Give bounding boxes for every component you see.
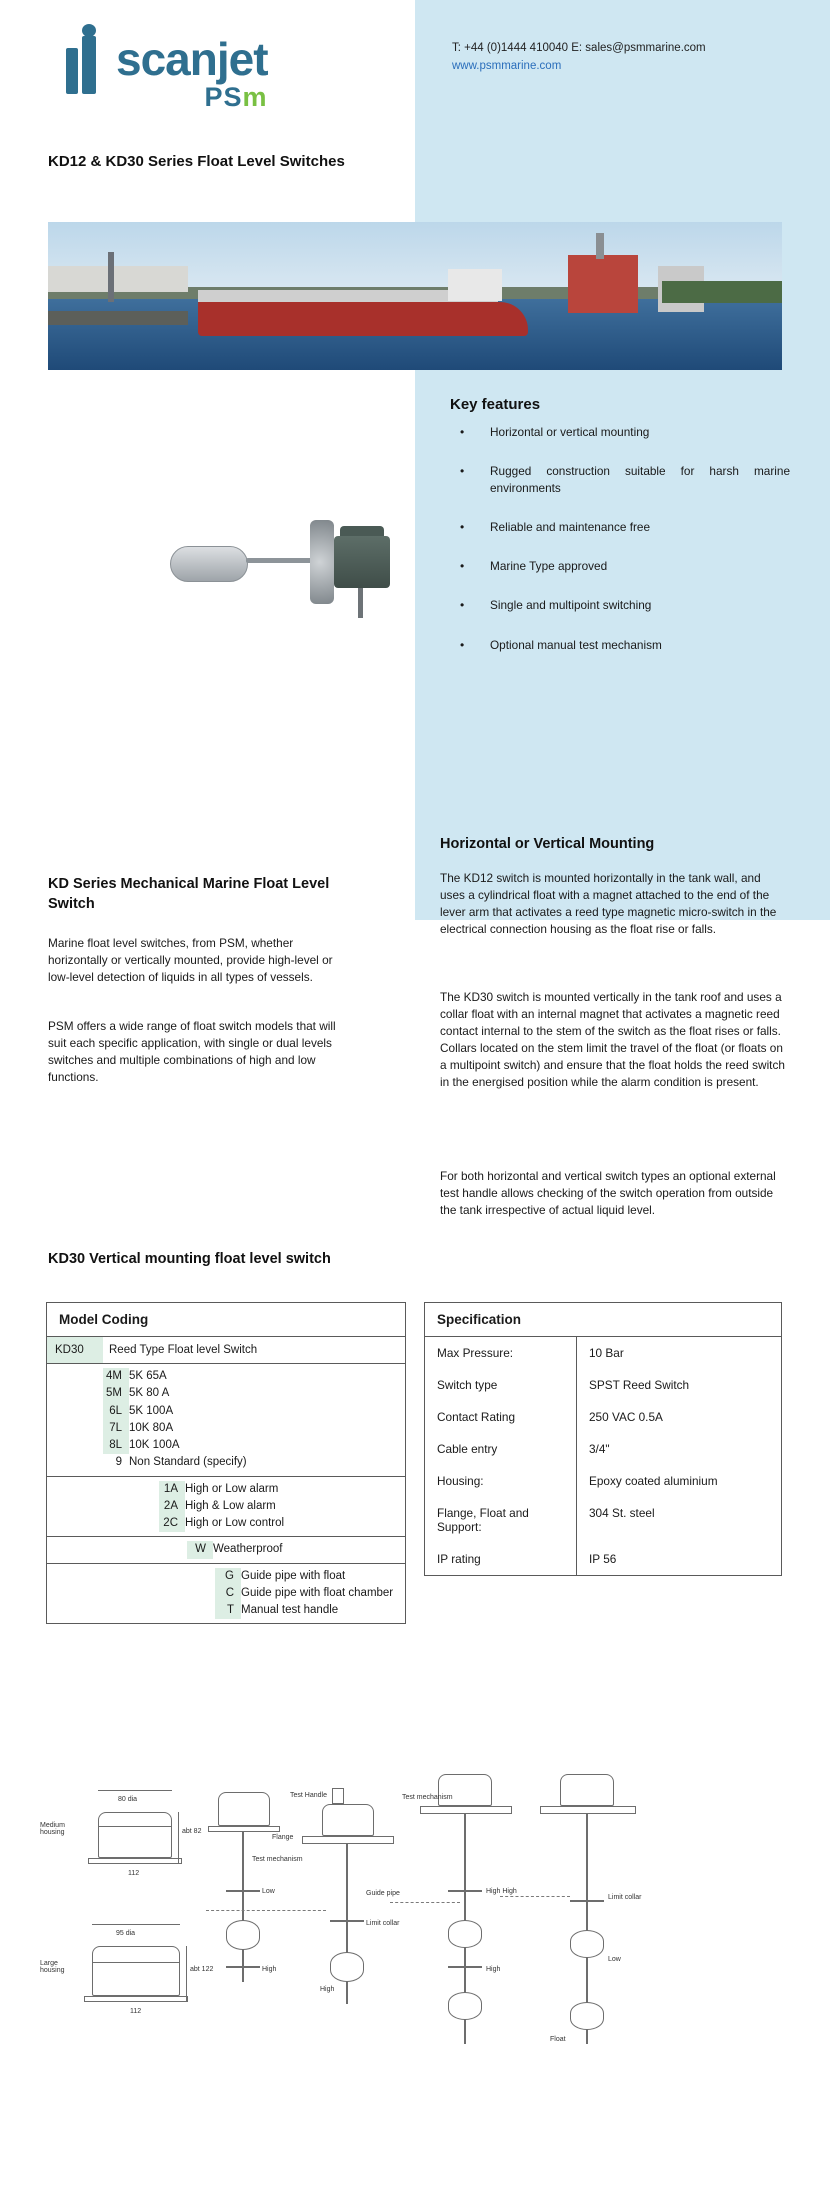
specification-title: Specification [425, 1303, 781, 1337]
drawing-label: Flange [272, 1834, 294, 1841]
spec-key: Housing: [425, 1465, 577, 1497]
hero-image [48, 222, 782, 370]
option-label: Manual test handle [241, 1604, 339, 1616]
specification-table [424, 1302, 782, 1576]
spec-key: Max Pressure: [425, 1337, 577, 1369]
bullet-icon: • [460, 559, 465, 574]
table-row [47, 1568, 405, 1585]
bullet-icon: • [460, 464, 465, 479]
option-label: 5K 100A [129, 1404, 174, 1417]
page-title: KD12 & KD30 Series Float Level Switches [48, 153, 345, 170]
option-code: 8L [103, 1437, 129, 1454]
spec-value: 250 VAC 0.5A [589, 1410, 663, 1424]
option-code: T [215, 1602, 241, 1619]
page-header [0, 0, 830, 132]
brand-sub-m: m [242, 82, 268, 112]
drawing-label: Low [608, 1956, 621, 1963]
table-row [47, 1515, 405, 1532]
table-row [47, 1420, 405, 1437]
table-row [47, 1385, 405, 1402]
feature-text: Single and multipoint switching [490, 598, 652, 613]
table-row [47, 1481, 405, 1498]
drawing-dim: 112 [130, 2008, 142, 2015]
feature-text: Rugged construction suitable for harsh marine environments [490, 464, 790, 496]
option-label: 10K 80A [129, 1421, 174, 1434]
spec-key: Switch type [425, 1369, 577, 1401]
spec-value: Epoxy coated aluminium [589, 1474, 718, 1488]
table-row [425, 1433, 781, 1465]
option-label: 5K 80 A [129, 1387, 170, 1400]
table-row [47, 1454, 405, 1471]
table-row [47, 1337, 405, 1364]
contact-block [452, 40, 706, 76]
bullet-icon: • [460, 425, 465, 439]
brand-logo [62, 32, 268, 111]
table-row [425, 1543, 781, 1575]
option-label: High or Low alarm [185, 1482, 279, 1495]
model-group-protection [47, 1537, 405, 1563]
option-code: 2A [159, 1498, 185, 1515]
drawing-label: High [262, 1966, 277, 1973]
model-coding-table [46, 1302, 406, 1624]
spec-key: Flange, Float and Support: [425, 1497, 577, 1543]
table-row [47, 1368, 405, 1385]
right-paragraph-2: The KD30 switch is mounted vertically in the tank roof and uses a collar float with an internal magnet that activates a magnetic reed contact internal to the stem of the switch as the float rises or falls. Collars located on the stem limit the travel of the float (or floats on a multipoint switch) and ensure that the float holds the reed switch in the energised position while the alarm condition is present. [440, 990, 785, 1090]
option-code: G [215, 1568, 241, 1585]
drawing-label: Limit collar [366, 1920, 400, 1927]
table-row [47, 1498, 405, 1515]
drawing-dim: 80 dia [118, 1796, 138, 1803]
spec-value: 304 St. steel [589, 1506, 655, 1520]
option-label: High & Low alarm [185, 1499, 276, 1512]
table-row [47, 1585, 405, 1602]
table-row [47, 1403, 405, 1420]
option-code: C [215, 1585, 241, 1602]
left-paragraph-2: PSM offers a wide range of float switch models that will suit each specific application, with single or dual levels switches and multiple combinations of high and low functions. [48, 1019, 336, 1085]
table-row [425, 1401, 781, 1433]
table-row [47, 1602, 405, 1619]
spec-value: SPST Reed Switch [589, 1378, 690, 1392]
model-base-code: KD30 [47, 1337, 103, 1363]
drawing-label: High [486, 1966, 501, 1973]
brand-sub [116, 84, 268, 111]
website-link[interactable]: www.psmmarine.com [452, 59, 562, 72]
model-base-label: Reed Type Float level Switch [109, 1344, 258, 1356]
right-paragraph-1: The KD12 switch is mounted horizontally in the tank wall, and uses a cylindrical float with a magnet attached to the end of the lever arm that activates a reed type magnetic micro-switch in the electrical connection housing as the float rise or falls. [440, 871, 777, 937]
list-item [450, 463, 790, 497]
model-group-function [47, 1477, 405, 1538]
list-item [450, 424, 790, 441]
drawing-label: Low [262, 1888, 275, 1895]
contact-line: T: +44 (0)1444 410040 E: sales@psmmarine.com [452, 42, 706, 54]
list-item [450, 558, 790, 575]
brand-name: scanjet [116, 33, 268, 85]
table-row [425, 1465, 781, 1497]
option-label: High or Low control [185, 1517, 285, 1529]
feature-text: Optional manual test mechanism [490, 637, 662, 652]
drawing-label: Guide pipe [366, 1890, 400, 1897]
table-row [425, 1369, 781, 1401]
drawing-label: Limit collar [608, 1894, 642, 1901]
table-row [47, 1437, 405, 1454]
option-code: 1A [159, 1481, 185, 1498]
right-section-heading: Horizontal or Vertical Mounting [440, 836, 655, 852]
model-group-sizes [47, 1364, 405, 1477]
model-group-options [47, 1564, 405, 1624]
list-item [450, 519, 790, 536]
option-code: 5M [103, 1385, 129, 1402]
drawing-label: Test Handle [290, 1792, 327, 1799]
spec-value: 3/4" [589, 1442, 610, 1456]
drawing-dim: 95 dia [116, 1930, 136, 1937]
table-row [425, 1497, 781, 1543]
key-features-list [450, 424, 790, 676]
technical-drawings [40, 1770, 800, 2190]
model-coding-title: Model Coding [47, 1303, 405, 1337]
option-label: Guide pipe with float [241, 1569, 346, 1582]
option-label: 5K 65A [129, 1370, 167, 1382]
option-code: W [187, 1541, 213, 1558]
drawing-label: Medium housing [40, 1822, 65, 1836]
option-code: 9 [115, 1456, 122, 1469]
option-label: Weatherproof [213, 1543, 283, 1556]
drawing-label: Test mechanism [252, 1856, 303, 1863]
drawing-label: Large housing [40, 1960, 65, 1974]
spec-value: 10 Bar [589, 1346, 624, 1360]
drawing-label: Float [550, 2036, 566, 2043]
option-label: Non Standard (specify) [129, 1456, 247, 1469]
brand-sub-ps: PS [204, 82, 243, 112]
feature-text: Marine Type approved [490, 559, 608, 574]
spec-key: Contact Rating [425, 1401, 577, 1433]
list-item [450, 637, 790, 654]
left-section-heading: KD Series Mechanical Marine Float Level Switch [48, 876, 330, 912]
scanjet-psm-logo-icon [62, 32, 108, 94]
option-code: 2C [159, 1515, 185, 1532]
bullet-icon: • [460, 598, 465, 613]
option-code: 7L [103, 1420, 129, 1437]
feature-text: Horizontal or vertical mounting [490, 425, 650, 439]
product-photo [170, 498, 400, 628]
option-code: 4M [103, 1368, 129, 1385]
drawing-label: High High [486, 1888, 517, 1895]
bullet-icon: • [460, 520, 465, 535]
right-paragraph-3: For both horizontal and vertical switch types an optional external test handle allows checking of the switch operation from outside the tank irrespective of actual liquid level. [440, 1169, 776, 1218]
option-label: 10K 100A [129, 1439, 180, 1451]
kd30-section-heading: KD30 Vertical mounting float level switch [48, 1251, 331, 1267]
spec-key: IP rating [425, 1543, 577, 1575]
drawing-dim: 112 [128, 1870, 140, 1877]
option-code: 6L [103, 1403, 129, 1420]
bullet-icon: • [460, 637, 465, 652]
feature-text: Reliable and maintenance free [490, 520, 651, 535]
list-item [450, 597, 790, 614]
key-features-heading: Key features [450, 396, 541, 413]
left-paragraph-1: Marine float level switches, from PSM, whether horizontally or vertically mounted, provide high-level or low-level detection of liquids in all types of vessels. [48, 936, 333, 985]
spec-key: Cable entry [425, 1433, 577, 1465]
drawing-dim: abt 122 [190, 1966, 214, 1973]
table-row [425, 1337, 781, 1369]
drawing-label: Test mechanism [402, 1794, 453, 1801]
table-row [47, 1541, 405, 1558]
drawing-dim: abt 82 [182, 1828, 202, 1835]
drawing-label: High [320, 1986, 335, 1993]
option-label: Guide pipe with float chamber [241, 1586, 394, 1599]
spec-value: IP 56 [589, 1552, 617, 1566]
